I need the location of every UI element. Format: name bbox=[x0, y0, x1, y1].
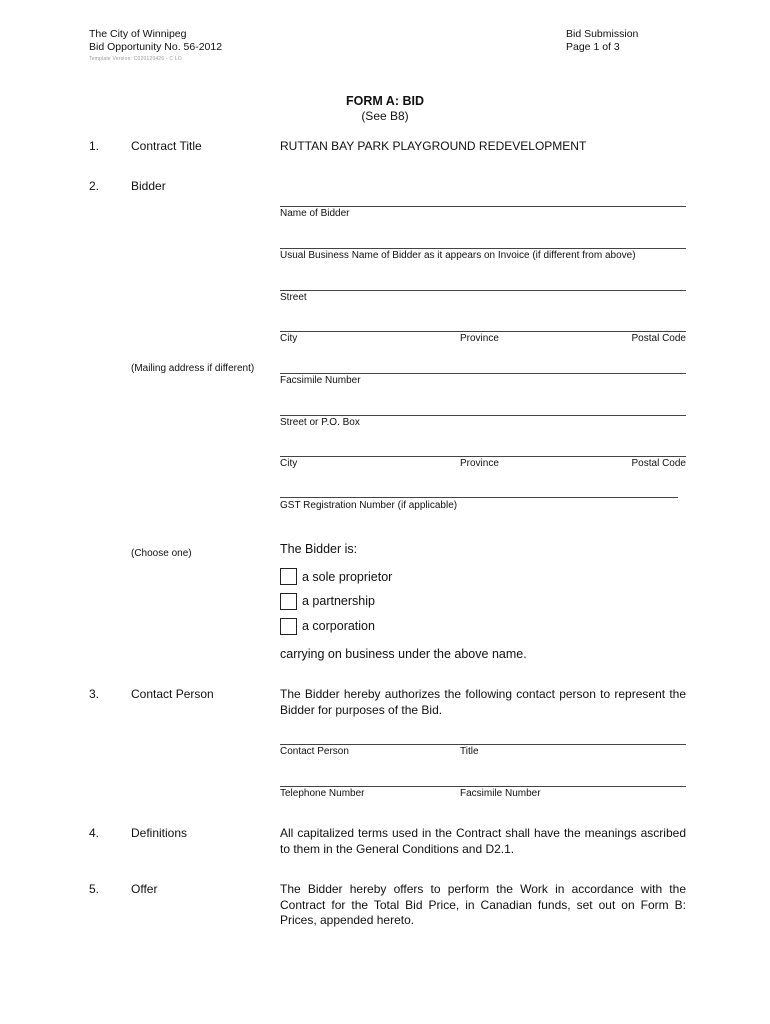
section-3-number: 3. bbox=[89, 687, 100, 701]
corporation-checkbox[interactable] bbox=[280, 618, 297, 635]
choose-one-note: (Choose one) bbox=[131, 548, 192, 559]
contact-person-text: The Bidder hereby authorizes the following contact person to represent the Bidder for purposes of the Bid. bbox=[280, 687, 686, 717]
contract-title-value: RUTTAN BAY PARK PLAYGROUND REDEVELOPMENT bbox=[280, 139, 587, 153]
contact-facsimile-caption: Facsimile Number bbox=[460, 788, 541, 799]
form-subtitle: (See B8) bbox=[361, 109, 409, 123]
section-5-label: Offer bbox=[131, 882, 158, 896]
mailing-address-note: (Mailing address if different) bbox=[131, 363, 255, 374]
section-2-label: Bidder bbox=[131, 179, 166, 193]
carrying-on-business-text: carrying on business under the above name. bbox=[280, 647, 527, 661]
street-po-box-line[interactable] bbox=[280, 415, 686, 416]
telephone-caption: Telephone Number bbox=[280, 788, 365, 799]
partnership-label: a partnership bbox=[302, 594, 375, 608]
section-1-label: Contract Title bbox=[131, 139, 202, 153]
section-4-label: Definitions bbox=[131, 826, 188, 840]
city-caption: City bbox=[280, 333, 298, 344]
mailing-province-caption: Province bbox=[460, 458, 499, 469]
postal-code-caption: Postal Code bbox=[631, 333, 686, 344]
street-caption: Street bbox=[280, 292, 307, 303]
contact-person-title-line[interactable] bbox=[280, 744, 686, 745]
mailing-city-caption: City bbox=[280, 458, 298, 469]
facsimile-line[interactable] bbox=[280, 373, 686, 374]
city-name: The City of Winnipeg bbox=[89, 28, 187, 40]
section-5-number: 5. bbox=[89, 882, 100, 896]
definitions-text: All capitalized terms used in the Contract shall have the meanings ascribed to them in the General Conditions and D2.1. bbox=[280, 826, 686, 856]
sole-proprietor-checkbox[interactable] bbox=[280, 568, 297, 585]
bid-submission-label: Bid Submission bbox=[566, 28, 639, 40]
template-version: Template Version: C020120426 - C LO bbox=[89, 56, 182, 62]
province-caption: Province bbox=[460, 333, 499, 344]
form-title: FORM A: BID bbox=[346, 94, 424, 108]
mailing-city-province-postal-line[interactable] bbox=[280, 456, 686, 457]
contact-person-caption: Contact Person bbox=[280, 746, 349, 757]
street-line[interactable] bbox=[280, 290, 686, 291]
section-2-number: 2. bbox=[89, 179, 100, 193]
section-3-label: Contact Person bbox=[131, 687, 214, 701]
facsimile-caption: Facsimile Number bbox=[280, 375, 361, 386]
title-caption: Title bbox=[460, 746, 479, 757]
bid-opportunity-number: Bid Opportunity No. 56-2012 bbox=[89, 41, 223, 53]
partnership-checkbox[interactable] bbox=[280, 593, 297, 610]
name-of-bidder-line[interactable] bbox=[280, 206, 686, 207]
mailing-postal-code-caption: Postal Code bbox=[631, 458, 686, 469]
section-4-number: 4. bbox=[89, 826, 100, 840]
gst-registration-caption: GST Registration Number (if applicable) bbox=[280, 500, 458, 511]
offer-text: The Bidder hereby offers to perform the Work in accordance with the Contract for the Total Bid Price, in Canadian funds, set out on Form B: Prices, appended hereto. bbox=[280, 882, 686, 927]
section-1-number: 1. bbox=[89, 139, 100, 153]
telephone-facsimile-line[interactable] bbox=[280, 786, 686, 787]
gst-registration-line[interactable] bbox=[280, 497, 678, 498]
city-province-postal-line[interactable] bbox=[280, 331, 686, 332]
name-of-bidder-caption: Name of Bidder bbox=[280, 208, 350, 219]
usual-business-name-line[interactable] bbox=[280, 248, 686, 249]
header-right bbox=[566, 28, 638, 54]
street-po-box-caption: Street or P.O. Box bbox=[280, 417, 360, 428]
header-left bbox=[89, 28, 222, 54]
usual-business-name-caption: Usual Business Name of Bidder as it appears on Invoice (if different from above) bbox=[280, 250, 636, 261]
corporation-label: a corporation bbox=[302, 619, 375, 633]
sole-proprietor-label: a sole proprietor bbox=[302, 570, 393, 584]
bidder-is-label: The Bidder is: bbox=[280, 542, 358, 556]
page-number: Page 1 of 3 bbox=[566, 41, 620, 53]
